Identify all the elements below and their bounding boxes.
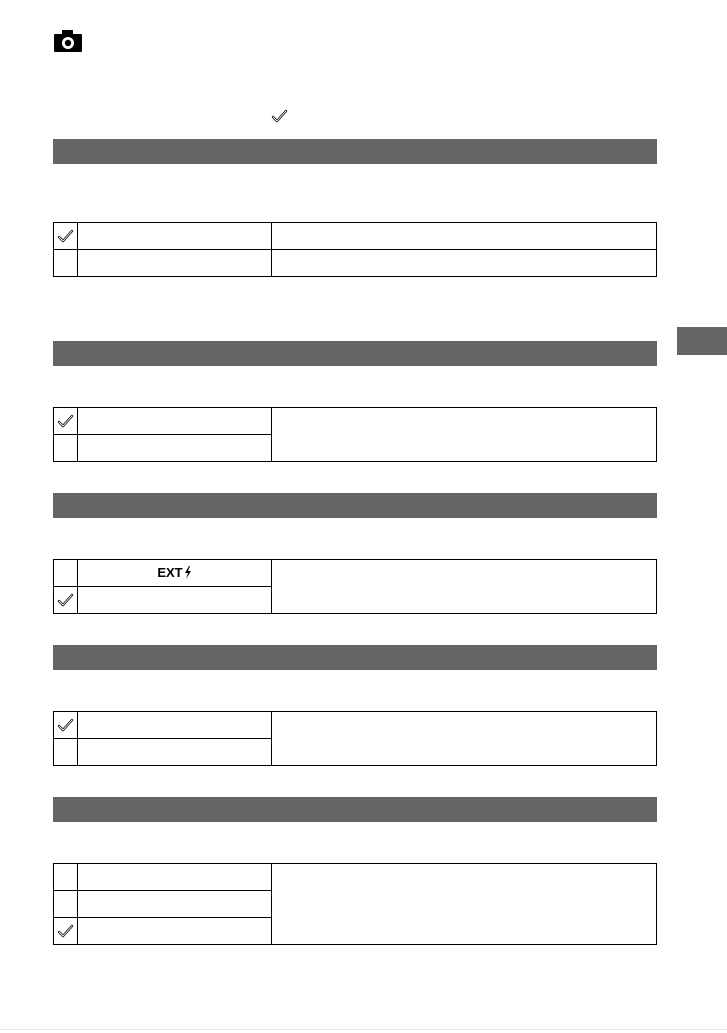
- check-cell: [54, 223, 78, 250]
- page-edge: [0, 1029, 727, 1030]
- check-cell: [54, 250, 78, 277]
- options-table: [53, 863, 657, 945]
- option-description: [272, 250, 657, 277]
- options-table: [53, 559, 657, 614]
- flash-bolt-icon: [184, 566, 192, 582]
- option-description: [272, 223, 657, 250]
- table-row: [54, 712, 657, 739]
- table-row: [54, 560, 657, 587]
- ext-label: EXT: [157, 564, 183, 580]
- option-name: [78, 250, 272, 277]
- table-row: [54, 223, 657, 250]
- option-description: [272, 560, 657, 614]
- check-cell: [54, 435, 78, 462]
- option-name: [78, 891, 272, 918]
- options-table: [53, 711, 657, 766]
- check-cell: [54, 560, 78, 587]
- check-icon: [54, 717, 77, 733]
- check-cell: [54, 587, 78, 614]
- camera-icon: [53, 29, 83, 58]
- option-name: [78, 560, 272, 587]
- option-name: [78, 864, 272, 891]
- option-name: [78, 587, 272, 614]
- option-name: [78, 435, 272, 462]
- check-cell: [54, 918, 78, 945]
- section-side-tab: [677, 327, 727, 355]
- check-icon: [271, 108, 289, 129]
- option-name: [78, 918, 272, 945]
- table-row: [54, 408, 657, 435]
- option-description: [272, 408, 657, 462]
- check-cell: [54, 712, 78, 739]
- option-name: [78, 739, 272, 766]
- option-name: [78, 223, 272, 250]
- option-description: [272, 712, 657, 766]
- section-header-bar: [53, 493, 657, 518]
- check-cell: [54, 739, 78, 766]
- check-icon: [54, 592, 77, 608]
- section-header-bar: [53, 797, 657, 822]
- options-table: [53, 407, 657, 462]
- check-cell: [54, 891, 78, 918]
- section-header-bar: [53, 139, 657, 164]
- check-icon: [54, 228, 77, 244]
- table-row: [54, 864, 657, 891]
- option-description: [272, 864, 657, 945]
- options-table: [53, 222, 657, 277]
- section-header-bar: [53, 341, 657, 366]
- table-row: [54, 250, 657, 277]
- check-icon: [54, 413, 77, 429]
- check-cell: [54, 408, 78, 435]
- section-header-bar: [53, 645, 657, 670]
- check-icon: [54, 923, 77, 939]
- option-name: [78, 712, 272, 739]
- check-cell: [54, 864, 78, 891]
- option-name: [78, 408, 272, 435]
